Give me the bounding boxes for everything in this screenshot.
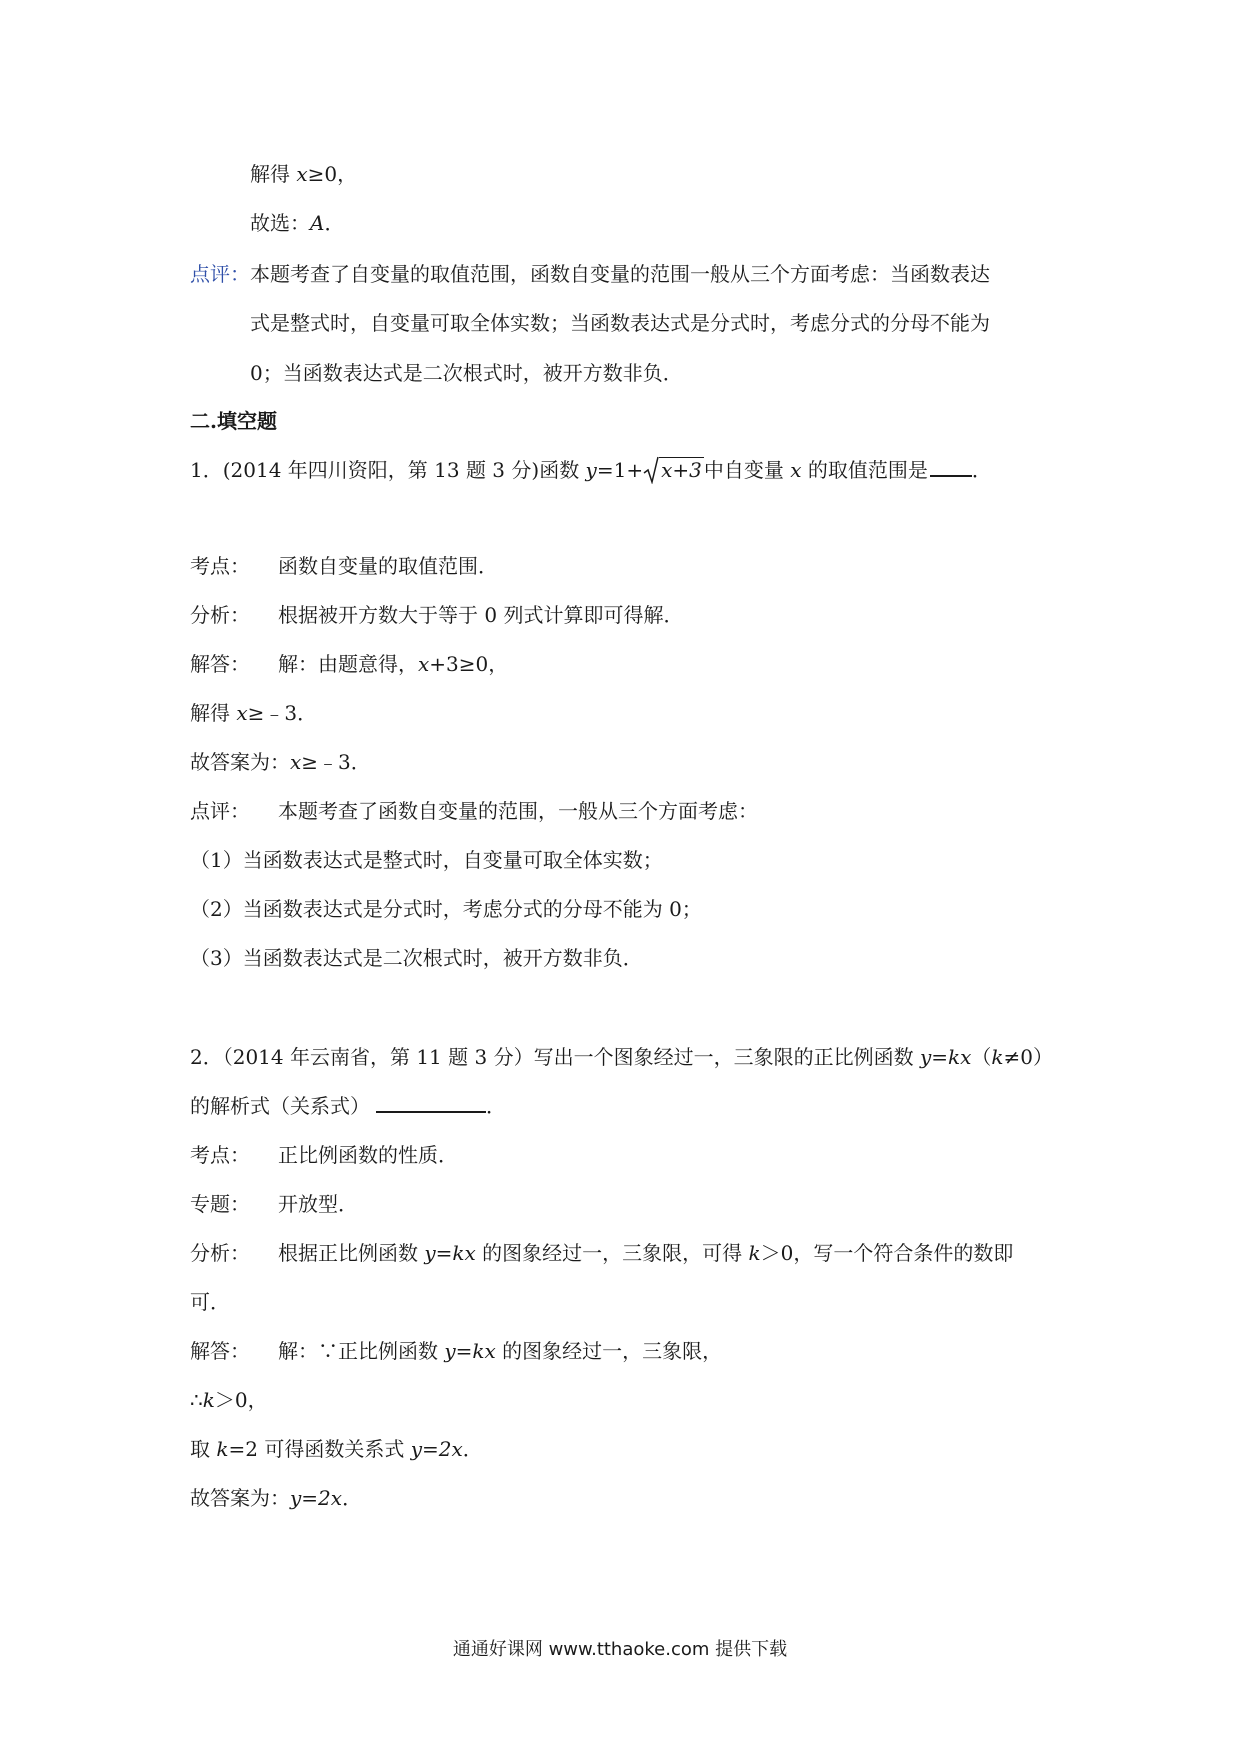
sqrt-expression: x+3 [643, 456, 704, 484]
q1-stem: 1．(2014 年四川资阳，第 13 题 3 分)函数 y=1+ x+3 中自变量 x 的取值范围是 ． [190, 458, 992, 482]
q2-jieda: 解答： 解：∵正比例函数 y=kx 的图象经过一，三象限， [190, 1339, 723, 1363]
q1-jieda: 解答： 解：由题意得，x+3≥0， [190, 652, 509, 676]
q1-point1: （1）当函数表达式是整式时，自变量可取全体实数； [190, 848, 663, 872]
q2-zhuanti: 专题： 开放型． [190, 1192, 358, 1216]
q1-point2: （2）当函数表达式是分式时，考虑分式的分母不能为 0； [190, 897, 702, 921]
answer-blank [930, 457, 972, 477]
q2-stem-line1: 2．（2014 年云南省，第 11 题 3 分）写出一个图象经过一，三象限的正比例函数 y=kx（k≠0） [190, 1045, 1054, 1069]
q2-stem-line2: 的解析式（关系式） ． [190, 1094, 506, 1118]
q2-take: 取 k=2 可得函数关系式 y=2x． [190, 1437, 483, 1461]
q2-fenxi: 分析： 根据正比例函数 y=kx 的图象经过一，三象限，可得 k＞0，写一个符合条件的数即 [190, 1241, 1014, 1265]
q1-point3: （3）当函数表达式是二次根式时，被开方数非负． [190, 946, 643, 970]
prev-comment-line3: 0；当函数表达式是二次根式时，被开方数非负． [250, 361, 683, 385]
section-title: 二.填空题 [190, 409, 277, 433]
q1-answer: 故答案为：x≥﹣3． [190, 750, 371, 774]
answer-blank [376, 1093, 486, 1113]
prev-solution-line: 解得 x≥0， [250, 162, 358, 186]
comment-label: 点评： [190, 262, 250, 286]
q2-answer: 故答案为：y=2x． [190, 1486, 363, 1510]
radical-sign-icon [643, 456, 659, 484]
q1-dianping: 点评： 本题考查了函数自变量的范围，一般从三个方面考虑： [190, 799, 758, 823]
q2-fenxi-line2: 可． [190, 1290, 230, 1314]
q2-therefore: ∴k＞0， [190, 1388, 268, 1412]
page-footer: 通通好课网 www.tthaoke.com 提供下载 [452, 1639, 788, 1660]
q1-step1: 解得 x≥﹣3． [190, 701, 318, 725]
q1-fenxi: 分析： 根据被开方数大于等于 0 列式计算即可得解． [190, 603, 684, 627]
prev-comment-line2: 式是整式时，自变量可取全体实数；当函数表达式是分式时，考虑分式的分母不能为 [250, 311, 990, 335]
prev-comment-line1: 点评：本题考查了自变量的取值范围，函数自变量的范围一般从三个方面考虑：当函数表达 [190, 262, 990, 286]
q1-kaodian: 考点： 函数自变量的取值范围． [190, 554, 498, 578]
q2-kaodian: 考点： 正比例函数的性质． [190, 1143, 458, 1167]
prev-solution-choice: 故选：A． [250, 211, 345, 235]
